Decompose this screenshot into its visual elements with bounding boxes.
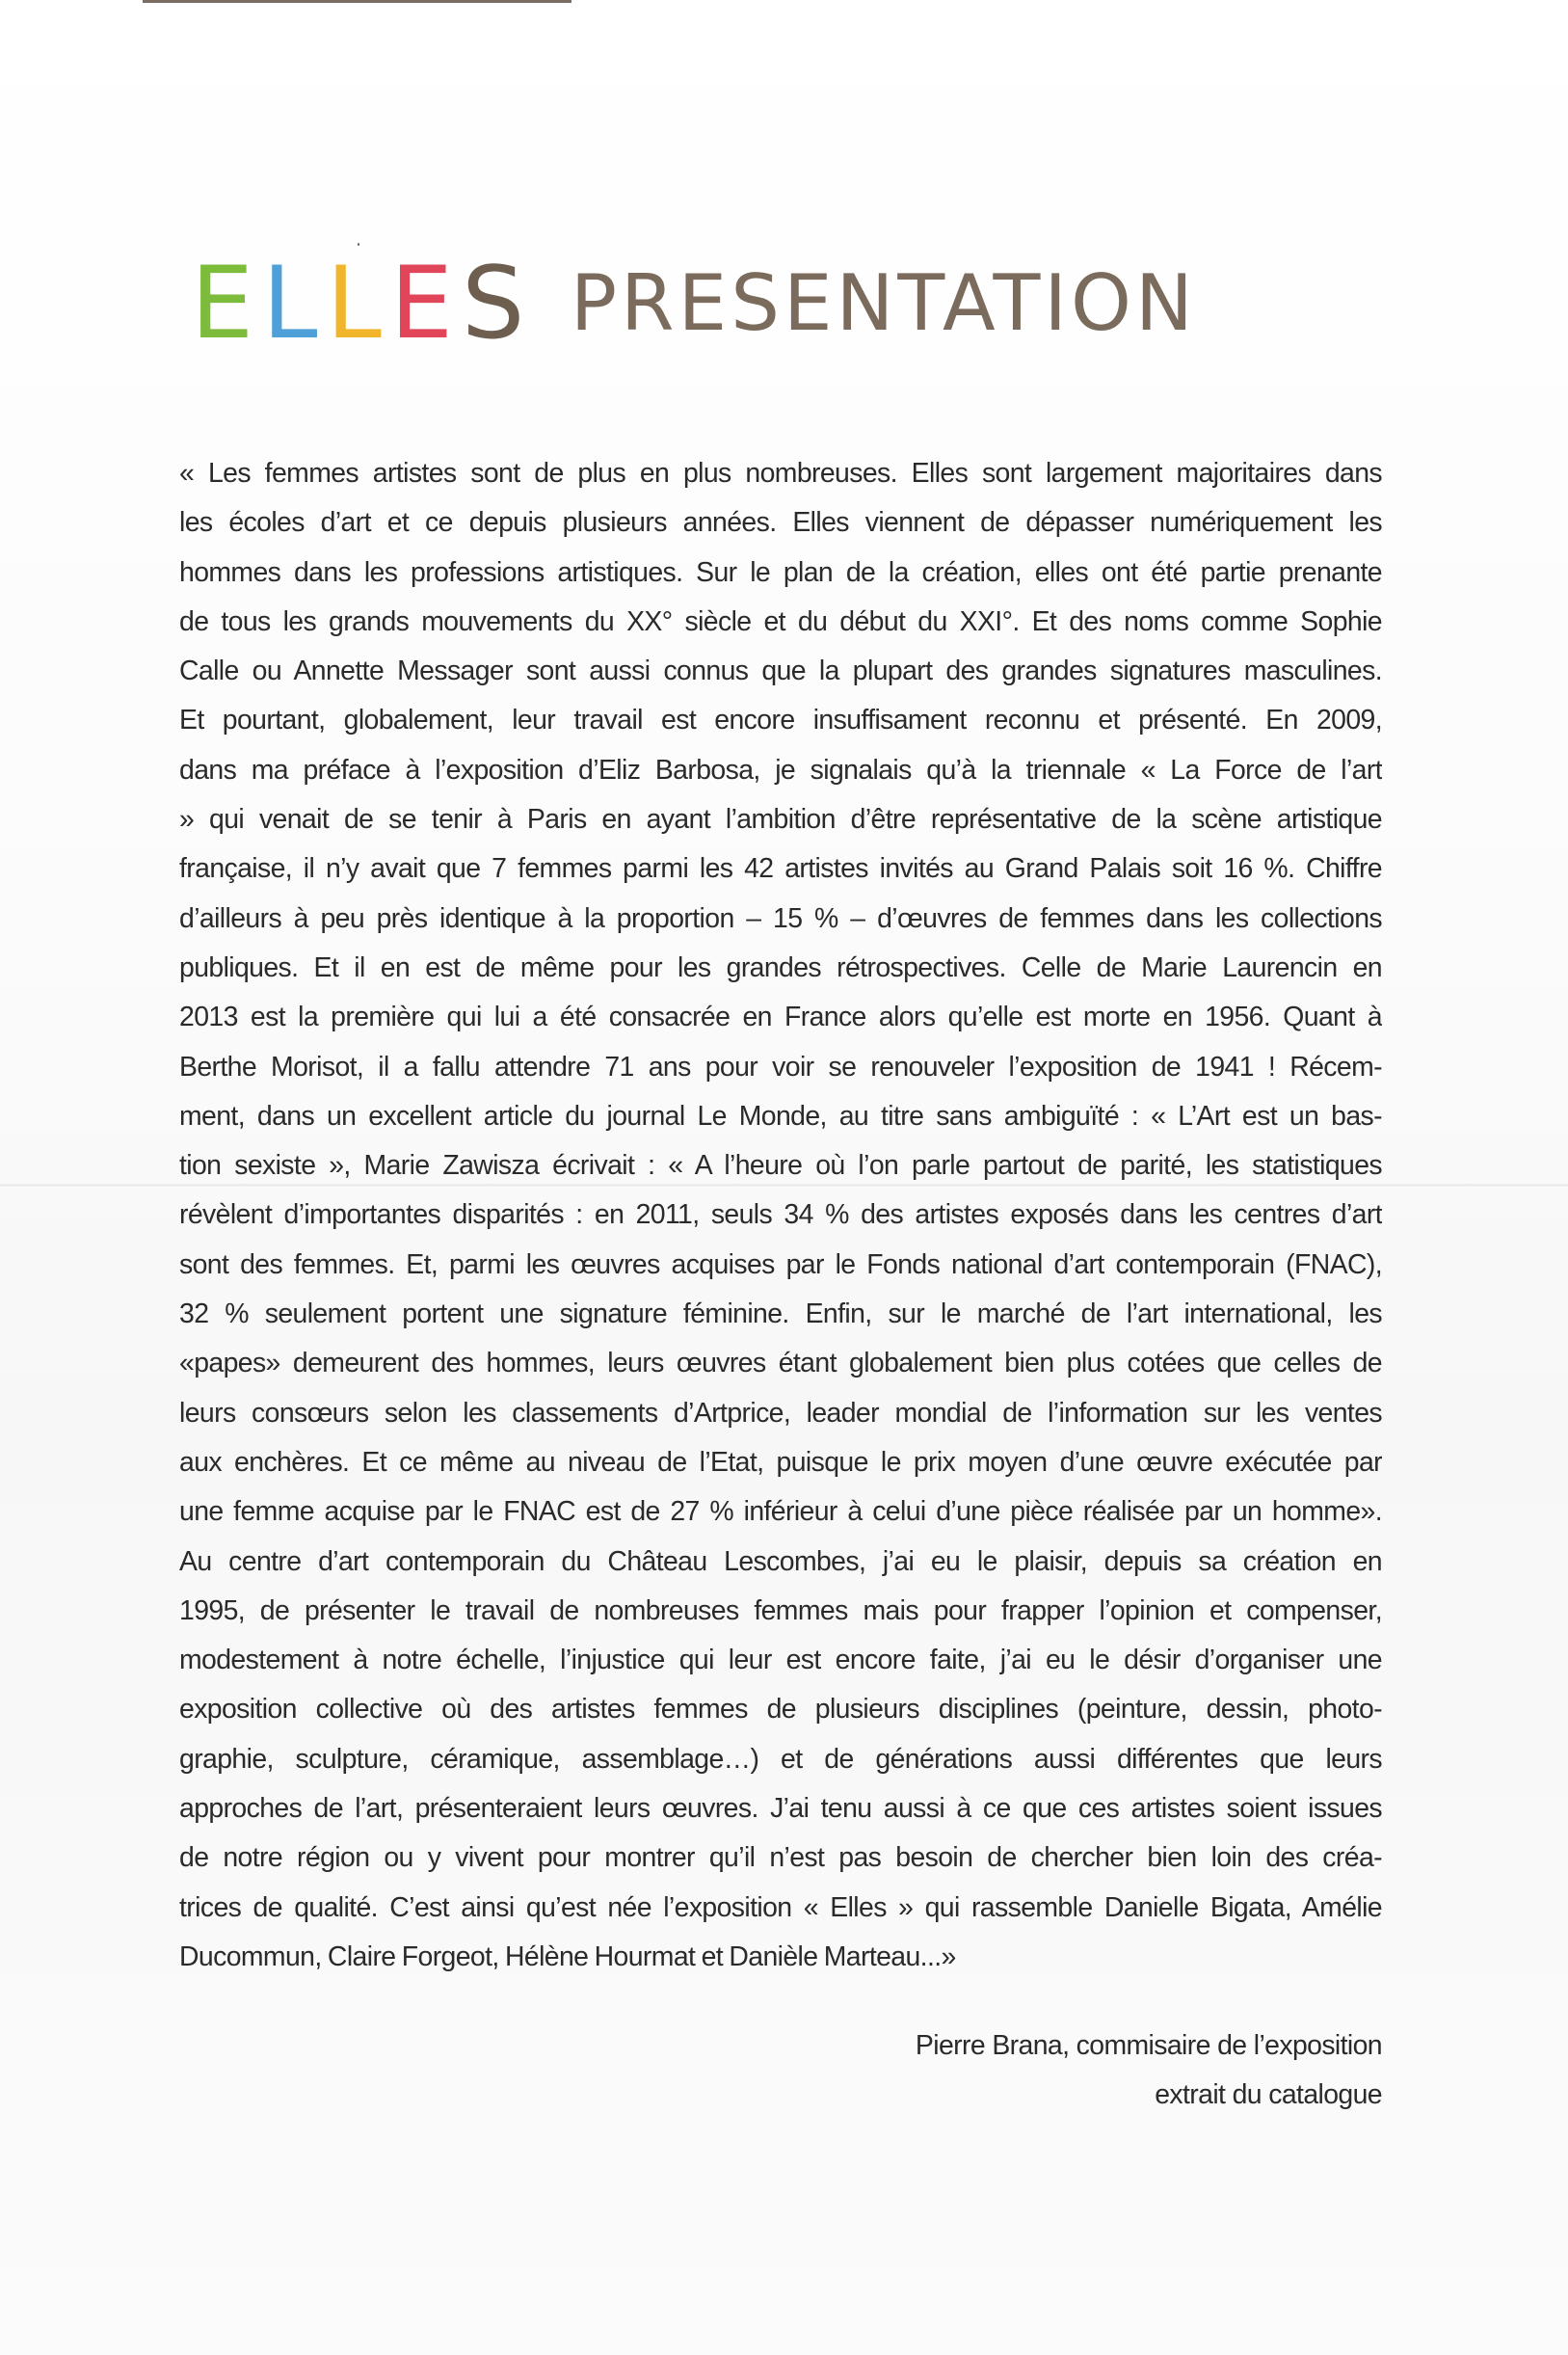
text-line: trices de qualité. C’est ainsi qu’est née l’exposition « Elles » qui rassemble Danielle Bigata, Amélie (179, 1891, 1382, 1923)
text-line: Ducommun, Claire Forgeot, Hélène Hourmat et Danièle Marteau...» (179, 1940, 956, 1972)
text-line: hommes dans les professions artistiques. Sur le plan de la création, elles ont été partie prenante (179, 556, 1382, 588)
text-line: Berthe Morisot, il a fallu attendre 71 ans pour voir se renouveler l’exposition de 1941 ! Récem- (179, 1051, 1382, 1083)
text-line: modestement à notre échelle, l’injustice qui leur est encore faite, j’ai eu le désir d’organiser une (179, 1645, 1382, 1676)
title-letter: E (191, 246, 263, 361)
text-line: Au centre d’art contemporain du Château Lescombes, j’ai eu le plaisir, depuis sa création en (179, 1545, 1382, 1577)
signature-source: extrait du catalogue (1155, 2079, 1382, 2110)
text-line: dans ma préface à l’exposition d’Eliz Barbosa, je signalais qu’à la triennale « La Force de l’art (179, 754, 1382, 786)
text-line: Calle ou Annette Messager sont aussi connus que la plupart des grandes signatures masculines. (179, 656, 1382, 687)
text-line: une femme acquise par le FNAC est de 27 % inférieur à celui d’une pièce réalisée par un homme». (179, 1496, 1382, 1528)
text-line: « Les femmes artistes sont de plus en plus nombreuses. Elles sont largement majoritaires dans (179, 458, 1382, 489)
title-letter: E (389, 246, 462, 361)
text-line: tion sexiste », Marie Zawisza écrivait : « A l’heure où l’on parle partout de parité, les statistiques (179, 1150, 1382, 1182)
title-elles (191, 241, 533, 366)
page-title (191, 241, 1386, 366)
text-line: exposition collective où des artistes femmes de plusieurs disciplines (peinture, dessin, photo- (179, 1694, 1382, 1726)
text-line: 32 % seulement portent une signature féminine. Enfin, sur le marché de l’art international, les (179, 1298, 1382, 1330)
text-line: d’ailleurs à peu près identique à la proportion – 15 % – d’œuvres de femmes dans les collections (179, 902, 1382, 934)
title-presentation: PRESENTATION (570, 258, 1197, 348)
signature-author: Pierre Brana, commisaire de l’exposition (915, 2030, 1382, 2061)
text-line: leurs consœurs selon les classements d’Artprice, leader mondial de l’information sur les ventes (179, 1397, 1382, 1429)
text-line: graphie, sculpture, céramique, assemblage…) et de générations aussi différentes que leurs (179, 1743, 1382, 1775)
text-line: révèlent d’importantes disparités : en 2011, seuls 34 % des artistes exposés dans les centres d’art (179, 1199, 1382, 1231)
text-line: 2013 est la première qui lui a été consacrée en France alors qu’elle est morte en 1956. Quant à (179, 1002, 1382, 1033)
title-letter: S (461, 246, 534, 361)
text-line: ment, dans un excellent article du journal Le Monde, au titre sans ambiguïté : « L’Art est un bas- (179, 1100, 1382, 1132)
text-line: de tous les grands mouvements du XX° siècle et du début du XXI°. Et des noms comme Sophie (179, 605, 1382, 637)
top-edge-mark (143, 0, 571, 3)
text-line: publiques. Et il en est de même pour les grandes rétrospectives. Celle de Marie Laurencin en (179, 951, 1382, 983)
title-letter: L (326, 246, 390, 361)
text-line: «papes» demeurent des hommes, leurs œuvres étant globalement bien plus cotées que celles de (179, 1348, 1382, 1379)
text-line: de notre région ou y vivent pour montrer qu’il n’est pas besoin de chercher bien loin des créa- (179, 1842, 1382, 1874)
text-line: 1995, de présenter le travail de nombreuses femmes mais pour frapper l’opinion et compenser, (179, 1594, 1382, 1626)
text-line: » qui venait de se tenir à Paris en ayant l’ambition d’être représentative de la scène artistique (179, 804, 1382, 836)
signature-block (707, 2021, 1382, 2120)
text-line: aux enchères. Et ce même au niveau de l’Etat, puisque le prix moyen d’une œuvre exécutée par (179, 1446, 1382, 1478)
text-line: française, il n’y avait que 7 femmes parmi les 42 artistes invités au Grand Palais soit 16 %. Chiffre (179, 853, 1382, 885)
presentation-text (179, 449, 1382, 1982)
text-line: sont des femmes. Et, parmi les œuvres acquises par le Fonds national d’art contemporain (FNAC), (179, 1248, 1382, 1280)
text-line: Et pourtant, globalement, leur travail est encore insuffisament reconnu et présenté. En 2009, (179, 705, 1382, 736)
text-line: approches de l’art, présenteraient leurs œuvres. J’ai tenu aussi à ce que ces artistes soient issues (179, 1793, 1382, 1825)
text-line: les écoles d’art et ce depuis plusieurs années. Elles viennent de dépasser numériquement les (179, 507, 1382, 539)
title-letter: L (262, 246, 327, 361)
